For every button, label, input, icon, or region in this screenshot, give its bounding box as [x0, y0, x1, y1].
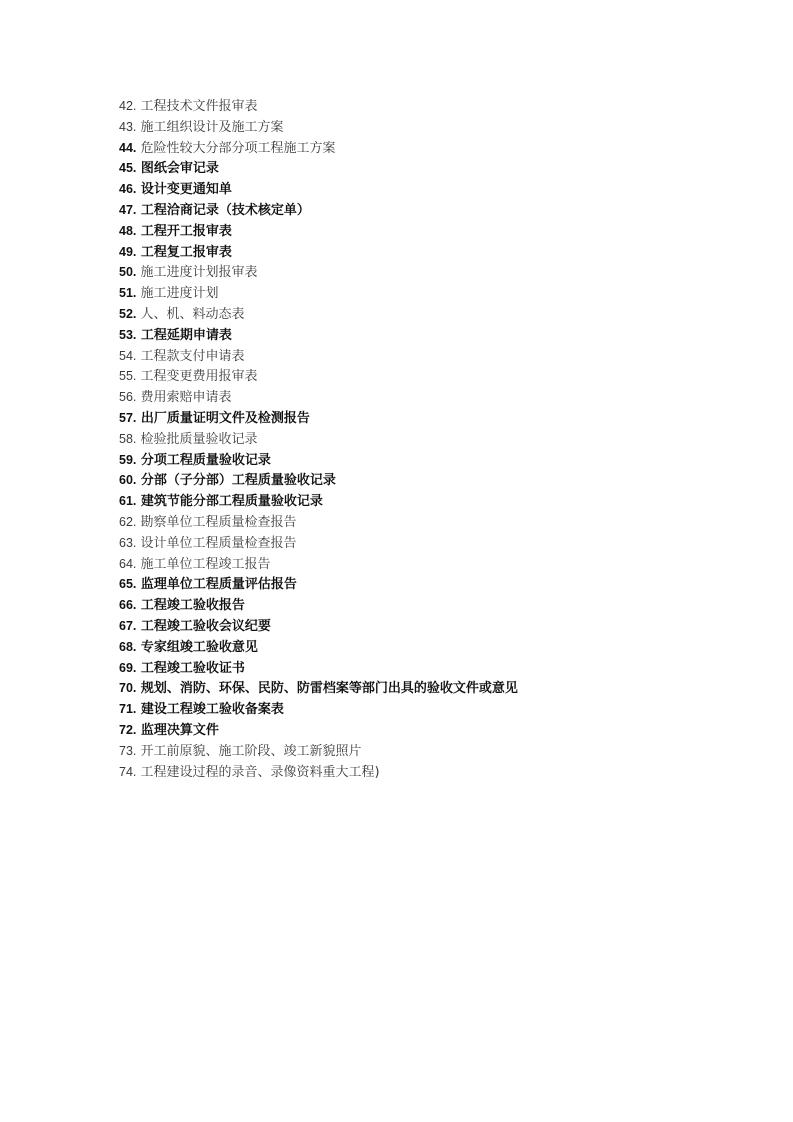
list-item — [119, 283, 518, 304]
item-number: 58. — [119, 431, 137, 446]
item-number: 55. — [119, 369, 137, 384]
item-text: 监理单位工程质量评估报告 — [136, 577, 297, 593]
item-number: 65. — [119, 577, 137, 592]
list-item — [119, 96, 518, 117]
list-item — [119, 512, 518, 533]
list-item — [119, 699, 518, 720]
item-text: 规划、消防、环保、民防、防雷档案等部门出具的验收文件或意见 — [136, 681, 518, 697]
item-number: 50. — [119, 265, 137, 280]
list-item — [119, 720, 518, 741]
list-item — [119, 678, 518, 699]
list-item — [119, 741, 518, 762]
item-text: 工程变更费用报审表 — [136, 369, 258, 385]
list-item — [119, 262, 518, 283]
item-text: 危险性较大分部分项工程施工方案 — [136, 140, 336, 156]
item-number: 73. — [119, 743, 137, 758]
list-item — [119, 616, 518, 637]
item-text: 费用索赔申请表 — [136, 390, 232, 406]
item-number: 74. — [119, 764, 137, 779]
list-item — [119, 158, 518, 179]
item-number: 49. — [119, 244, 137, 259]
item-text: 人、机、料动态表 — [136, 306, 245, 322]
list-item — [119, 138, 518, 159]
list-item — [119, 491, 518, 512]
list-item — [119, 408, 518, 429]
item-number: 61. — [119, 494, 137, 509]
item-text: 分部（子分部）工程质量验收记录 — [136, 473, 336, 489]
item-text: 施工组织设计及施工方案 — [136, 119, 284, 135]
item-text: 勘察单位工程质量检查报告 — [136, 514, 297, 530]
item-number: 54. — [119, 348, 137, 363]
item-text: 建筑节能分部工程质量验收记录 — [136, 494, 323, 510]
list-item — [119, 200, 518, 221]
item-text: 施工进度计划 — [136, 286, 219, 302]
list-item — [119, 242, 518, 263]
item-number: 53. — [119, 327, 137, 342]
item-text: 工程开工报审表 — [136, 223, 232, 239]
item-number: 52. — [119, 306, 137, 321]
item-number: 45. — [119, 161, 137, 176]
item-number: 57. — [119, 410, 137, 425]
item-text: 工程款支付申请表 — [136, 348, 245, 364]
item-number: 68. — [119, 639, 137, 654]
list-item — [119, 470, 518, 491]
list-item — [119, 533, 518, 554]
list-item — [119, 387, 518, 408]
list-item — [119, 117, 518, 138]
item-number: 47. — [119, 202, 137, 217]
item-text: 设计单位工程质量检查报告 — [136, 535, 297, 551]
item-text: 工程复工报审表 — [136, 244, 232, 260]
list-item — [119, 658, 518, 679]
list-item — [119, 595, 518, 616]
item-text: 出厂质量证明文件及检测报告 — [136, 410, 310, 426]
item-text: 工程建设过程的录音、录像资料重大工程) — [136, 764, 380, 780]
item-text: 施工单位工程竣工报告 — [136, 556, 271, 572]
item-text: 施工进度计划报审表 — [136, 265, 258, 281]
list-item — [119, 346, 518, 367]
list-item — [119, 637, 518, 658]
item-number: 62. — [119, 514, 137, 529]
list-item — [119, 762, 518, 783]
item-text: 工程竣工验收证书 — [136, 660, 245, 676]
item-number: 59. — [119, 452, 137, 467]
list-item — [119, 429, 518, 450]
list-item — [119, 574, 518, 595]
list-item — [119, 179, 518, 200]
item-number: 69. — [119, 660, 137, 675]
item-text: 监理决算文件 — [136, 722, 219, 738]
item-text: 建设工程竣工验收备案表 — [136, 702, 284, 718]
item-number: 56. — [119, 390, 137, 405]
item-number: 71. — [119, 702, 137, 717]
item-number: 63. — [119, 535, 137, 550]
document-list — [119, 96, 518, 782]
item-number: 51. — [119, 286, 137, 301]
item-number: 46. — [119, 182, 137, 197]
list-item — [119, 554, 518, 575]
list-item — [119, 366, 518, 387]
item-number: 60. — [119, 473, 137, 488]
item-number: 42. — [119, 99, 137, 113]
list-item — [119, 450, 518, 471]
item-number: 64. — [119, 556, 137, 571]
item-text: 图纸会审记录 — [136, 161, 219, 177]
item-number: 66. — [119, 598, 137, 613]
item-text: 工程竣工验收报告 — [136, 598, 245, 614]
item-text: 工程洽商记录（技术核定单） — [136, 202, 310, 218]
list-item — [119, 325, 518, 346]
item-text: 工程延期申请表 — [136, 327, 232, 343]
item-number: 72. — [119, 722, 137, 737]
item-text: 工程技术文件报审表 — [136, 99, 258, 114]
item-text: 专家组竣工验收意见 — [136, 639, 258, 655]
item-text: 检验批质量验收记录 — [136, 431, 258, 447]
list-item — [119, 304, 518, 325]
item-number: 70. — [119, 681, 137, 696]
item-number: 48. — [119, 223, 137, 238]
list-item — [119, 221, 518, 242]
item-number: 67. — [119, 618, 137, 633]
item-number: 44. — [119, 140, 137, 155]
item-text: 工程竣工验收会议纪要 — [136, 618, 271, 634]
item-number: 43. — [119, 119, 137, 134]
item-text: 分项工程质量验收记录 — [136, 452, 271, 468]
item-text: 设计变更通知单 — [136, 182, 232, 198]
item-text: 开工前原貌、施工阶段、竣工新貌照片 — [136, 743, 362, 759]
